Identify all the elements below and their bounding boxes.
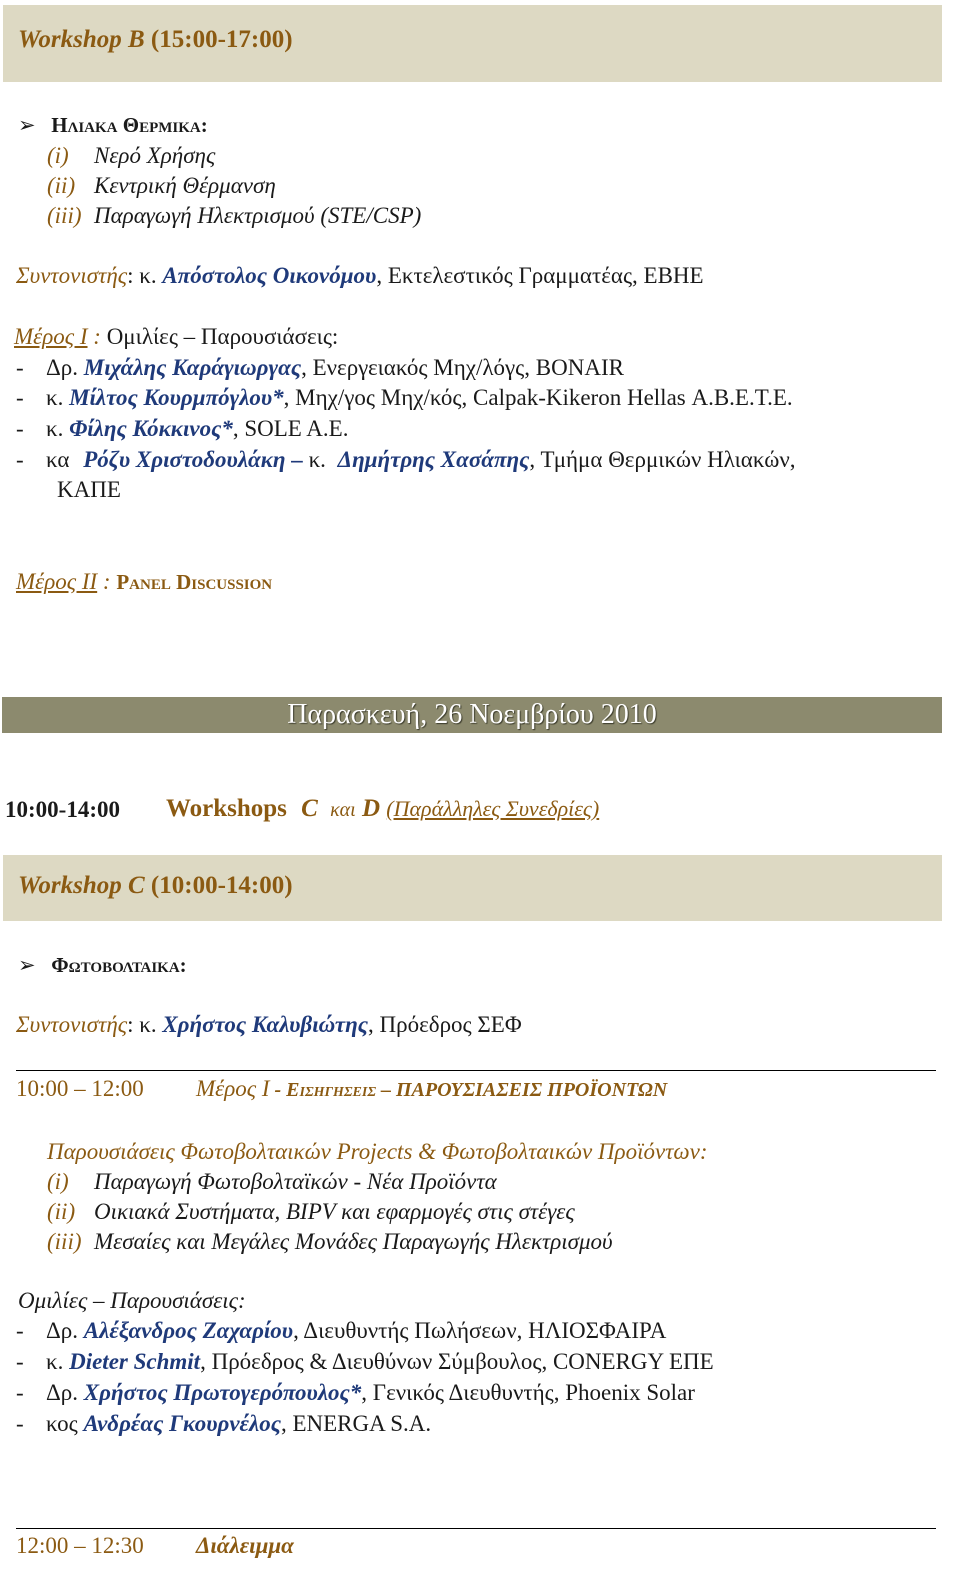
talks-heading: Ομιλίες – Παρουσιάσεις:	[18, 1288, 246, 1313]
list-item: (i) Παραγωγή Φωτοβολταϊκών - Νέα Προϊόντα	[47, 1169, 497, 1194]
speaker-row: - κ. Dieter Schmit, Πρόεδρος & Διευθύνων Σύμβουλος, CONERGY ΕΠΕ	[16, 1349, 714, 1374]
arrow-bullet-icon: ➢	[18, 953, 36, 977]
workshop-b-coordinator: Συντονιστής: κ. Απόστολος Οικονόμου, Εκτελεστικός Γραμματέας, ΕΒΗΕ	[16, 263, 704, 288]
projects-heading: Παρουσιάσεις Φωτοβολταικών Projects & Φωτοβολταικών Προϊόντων:	[47, 1139, 708, 1164]
speaker-row: - Δρ. Μιχάλης Καράγιωργας, Ενεργειακός Μηχ/λόγς, BONAIR	[16, 355, 624, 380]
workshops-cd-time: 10:00-14:00	[5, 797, 120, 822]
divider	[16, 1528, 936, 1529]
workshop-c-coordinator: Συντονιστής: κ. Χρήστος Καλυβιώτης, Πρόεδρος ΣΕΦ	[16, 1012, 522, 1037]
break-row: 12:00 – 12:30 Διάλειμμα	[16, 1533, 294, 1558]
speaker-row: - κ. Μίλτος Κουρμπόγλου*, Μηχ/γος Μηχ/κός, Calpak-Kikeron Hellas Α.Β.Ε.Τ.Ε.	[16, 385, 793, 410]
day-banner-text: Παρασκευή, 26 Νοεμβρίου 2010	[287, 699, 657, 730]
workshop-b-topic: ➢ Ηλιακα Θερμικα:	[18, 113, 208, 137]
workshops-cd-title: Workshops C και D (Παράλληλες Συνεδρίες)	[166, 795, 600, 822]
speaker-row: - κα Ρόζυ Χριστοδουλάκη – κ. Δημήτρης Χασάπης, Τμήμα Θερμικών Ηλιακών,	[16, 447, 796, 472]
workshop-c-topic: ➢ Φωτοβολταικα:	[18, 953, 187, 977]
speaker-org: ΚΑΠΕ	[57, 477, 121, 502]
divider	[16, 1070, 936, 1071]
list-item: (i) Νερό Χρήσης	[47, 143, 216, 168]
speaker-row: - κ. Φίλης Κόκκινος*, SOLE A.E.	[16, 416, 349, 441]
list-item: (iii) Μεσαίες και Μεγάλες Μονάδες Παραγωγής Ηλεκτρισμού	[47, 1229, 613, 1254]
list-item: (iii) Παραγωγή Ηλεκτρισμού (STE/CSP)	[47, 203, 422, 228]
arrow-bullet-icon: ➢	[18, 113, 36, 137]
part-1-heading: Μέρος Ι : Ομιλίες – Παρουσιάσεις:	[14, 324, 339, 349]
workshop-b-title: Workshop B (15:00-17:00)	[18, 26, 293, 53]
list-item: (ii) Οικιακά Συστήματα, BIPV και εφαρμογές στις στέγες	[47, 1199, 575, 1224]
speaker-row: - Δρ. Αλέξανδρος Ζαχαρίου, Διευθυντής Πωλήσεων, ΗΛΙΟΣΦΑΙΡΑ	[16, 1318, 667, 1343]
speaker-row: - κος Ανδρέας Γκουρνέλος, ENERGA S.A.	[16, 1411, 432, 1436]
workshop-c-title: Workshop C (10:00-14:00)	[18, 872, 293, 899]
session-1-row: 10:00 – 12:00 Μέρος Ι - Εισηγησεις – ΠΑΡΟΥΣΙΑΣΕΙΣ ΠΡΟΪΟΝΤΩΝ	[16, 1076, 668, 1101]
list-item: (ii) Κεντρική Θέρμανση	[47, 173, 276, 198]
part-2-heading: Μέρος ΙΙ : Panel Discussion	[16, 569, 273, 594]
speaker-row: - Δρ. Χρήστος Πρωτογερόπουλος*, Γενικός Διευθυντής, Phoenix Solar	[16, 1380, 695, 1405]
